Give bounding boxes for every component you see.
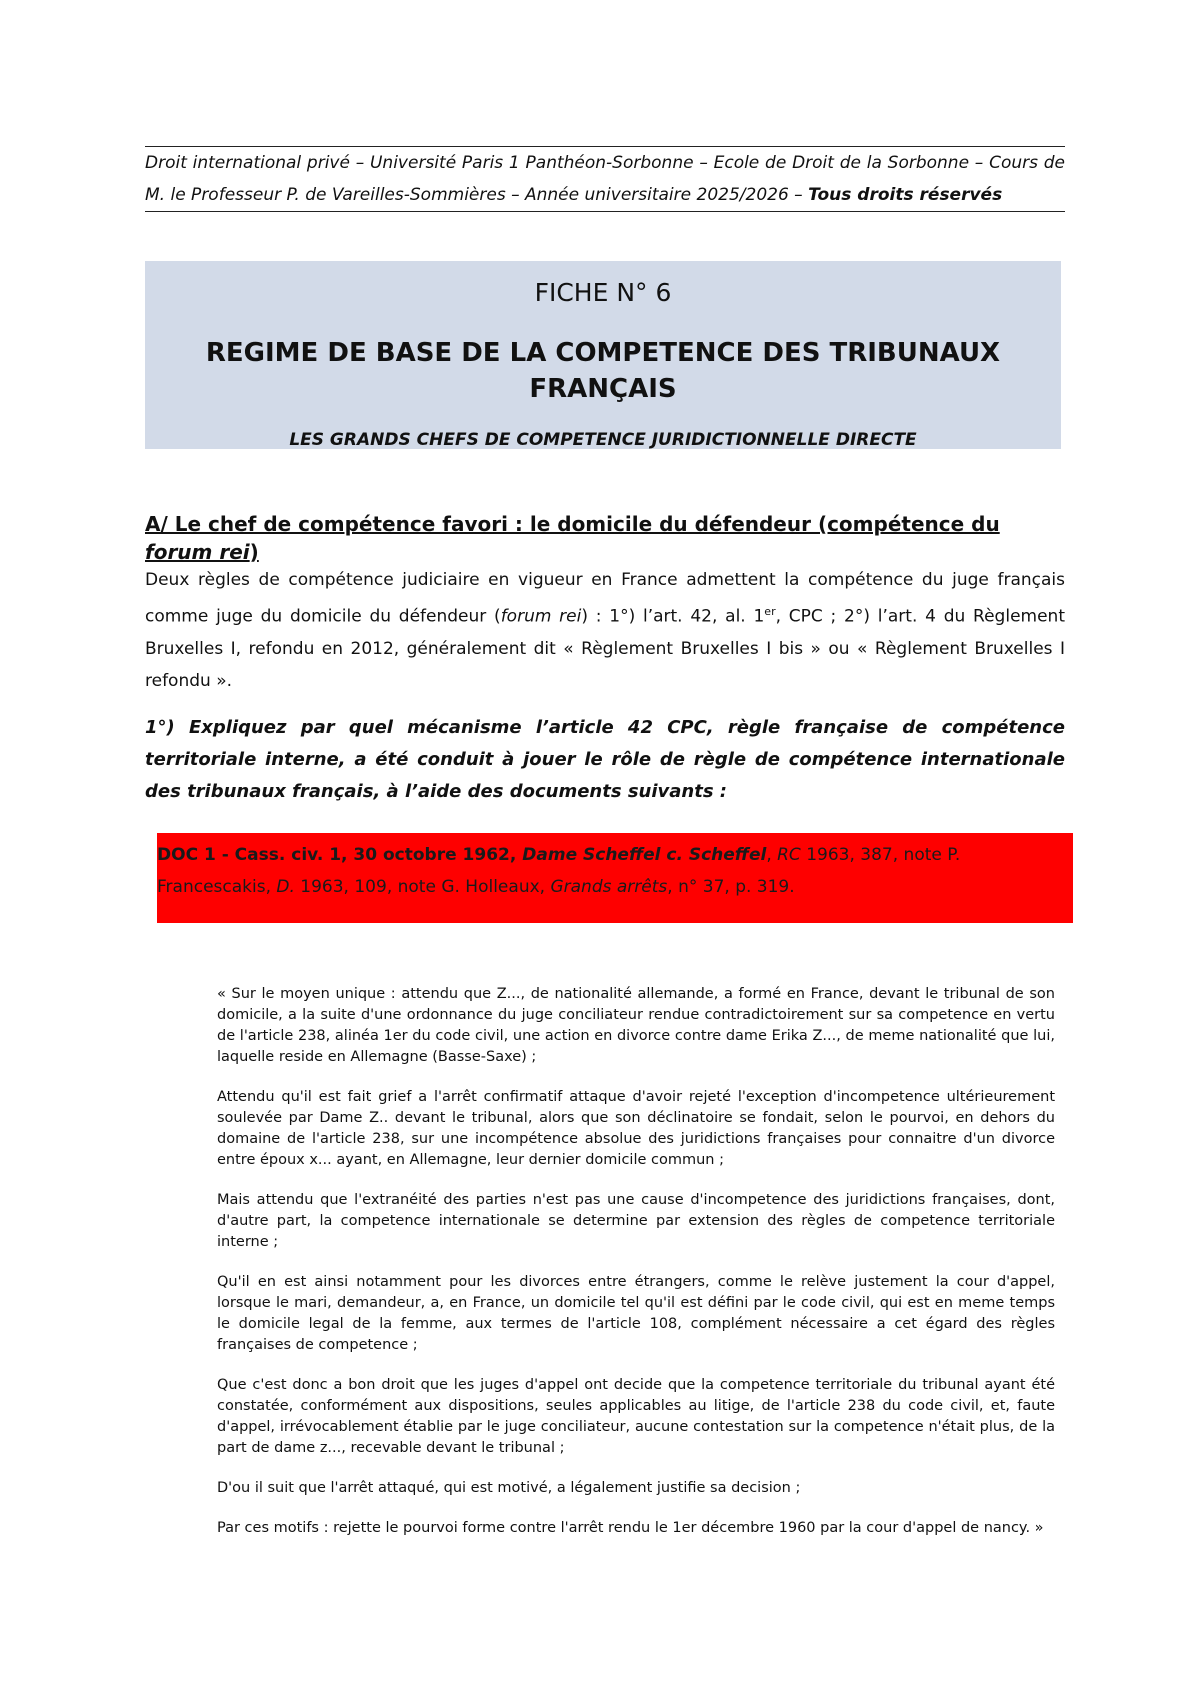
question-1: 1°) Expliquez par quel mécanisme l’article 42 CPC, règle française de compétence territoriale interne, a été conduit à jouer le rôle de règle de compétence internationale des tribunaux français, à l’aide des documents suivants : <box>145 717 1065 802</box>
intro-superscript: er <box>764 605 776 618</box>
doc-1-sep: , <box>766 845 778 865</box>
quote-paragraph: « Sur le moyen unique : attendu que Z..., de nationalité allemande, a formé en France, devant le tribunal de son domicile, a la suite d'une ordonnance du juge conciliateur rendue contradictoirement sur sa competence en vertu de l'article 238, alinéa 1er du code civil, une action en divorce contre dame Erika Z..., de meme nationalité que lui, laquelle reside en Allemagne (Basse-Saxe) ; <box>217 986 1055 1065</box>
section-a-heading <box>145 510 1065 566</box>
doc-1-rc: RC <box>777 845 801 865</box>
intro-part-3: , CPC ; 2°) l’art. 4 du Règlement Bruxelles I, refondu en 2012, généralement dit « Règlement Bruxelles I bis » ou « Règlement Bruxelles I refondu ». <box>145 606 1065 691</box>
quote-paragraph: Que c'est donc a bon droit que les juges d'appel ont decide que la competence territoriale du tribunal ayant été constatée, conformément aux dispositions, seules applicables au litige, de l'article 238 du code civil, et, faute d'appel, irrévocablement établie par le juge conciliateur, aucune contestation sur la competence n'était plus, de la part de dame z..., recevable devant le tribunal ; <box>217 1377 1055 1456</box>
title-box <box>145 261 1061 449</box>
section-a-intro <box>145 564 1065 697</box>
quote-paragraph: Attendu qu'il est fait grief a l'arrêt confirmatif attaque d'avoir rejeté l'exception d'incompetence ultérieurement soulevée par Dame Z.. devant le tribunal, alors que son déclinatoire se fondait, selon le pourvoi, en dehors du domaine de l'article 238, sur une incompétence absolue des juridictions françaises pour connaitre d'un divorce entre époux x... ayant, en Allemagne, leur dernier domicile commun ; <box>217 1089 1055 1168</box>
intro-part-1: Deux règles de compétence judiciaire en vigueur en France admettent la compétence du juge français comme juge du domicile du défendeur ( <box>145 570 1065 627</box>
quote-paragraph: Qu'il en est ainsi notamment pour les divorces entre étrangers, comme le relève justement la cour d'appel, lorsque le mari, demandeur, a, en France, un domicile tel qu'il est défini par le code civil, qui est en meme temps le domicile legal de la femme, aux termes de l'article 108, complément nécessaire a cet égard des règles françaises de competence ; <box>217 1274 1055 1353</box>
doc-1-ref-2: 1963, 109, note G. Holleaux, <box>294 877 551 897</box>
section-a-heading-suffix: ) <box>249 540 259 564</box>
section-a-heading-prefix: A/ Le chef de compétence favori : le domicile du défendeur (compétence du <box>145 512 1000 536</box>
doc-1-quote <box>217 984 1055 1558</box>
doc-1-label: DOC 1 - Cass. civ. 1, 30 octobre 1962, <box>157 845 523 865</box>
quote-paragraph: Mais attendu que l'extranéité des parties n'est pas une cause d'incompetence des juridictions françaises, dont, d'autre part, la competence internationale se determine par extension des règles de competence territoriale interne ; <box>217 1192 1055 1250</box>
page-subtitle: LES GRANDS CHEFS DE COMPETENCE JURIDICTIONNELLE DIRECTE <box>289 430 917 450</box>
doc-1-d: D. <box>276 877 295 897</box>
doc-1-ref-1: 1963, 387, note P. Francescakis, <box>157 845 961 897</box>
intro-italic: forum rei <box>500 606 582 627</box>
doc-1-grands-arrets: Grands arrêts <box>550 877 668 897</box>
page-title: REGIME DE BASE DE LA COMPETENCE DES TRIBUNAUX FRANÇAIS <box>205 338 1001 404</box>
fiche-number: FICHE N° 6 <box>534 278 672 307</box>
doc-1-ref-3: , n° 37, p. 319. <box>667 877 795 897</box>
doc-1-case-name: Dame Scheffel c. Scheffel <box>522 845 767 865</box>
quote-paragraph: Par ces motifs : rejette le pourvoi forme contre l'arrêt rendu le 1er décembre 1960 par la cour d'appel de nancy. » <box>217 1520 1044 1536</box>
doc-1-citation-box <box>157 833 1073 923</box>
intro-part-2: ) : 1°) l’art. 42, al. 1 <box>581 606 765 627</box>
header-rights: Tous droits réservés <box>808 185 1003 205</box>
header-text: Droit international privé – Université Paris 1 Panthéon-Sorbonne – Ecole de Droit de la Sorbonne – Cours de M. le Professeur P. de Vareilles-Sommières – Année universitaire 2025/2026 – <box>145 153 1065 205</box>
quote-paragraph: D'ou il suit que l'arrêt attaqué, qui est motivé, a légalement justifie sa decision ; <box>217 1480 801 1496</box>
section-a-heading-italic: forum rei <box>145 540 250 564</box>
document-header <box>145 146 1065 212</box>
